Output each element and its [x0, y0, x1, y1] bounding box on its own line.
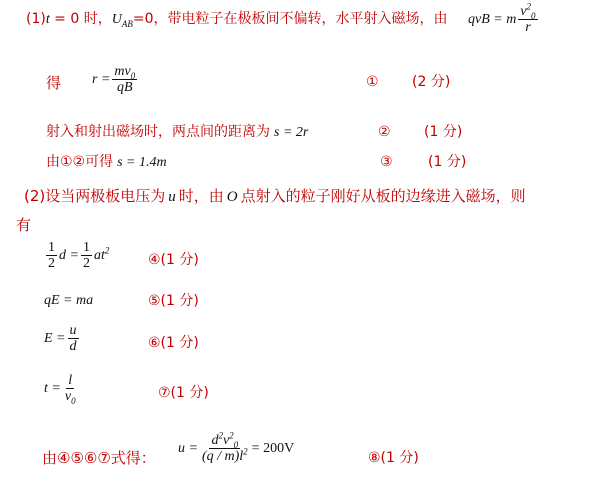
part1-label: (1): [26, 11, 46, 27]
score-2: (1 分): [424, 124, 463, 140]
lorentz-den: r: [525, 20, 531, 35]
lorentz-num: $v^2_0$: [520, 1, 536, 21]
score-6: ⑥(1 分): [148, 335, 199, 351]
part2-intro-cont: 有: [16, 216, 32, 234]
condition-text: =0，带电粒子在极板间不偏转，水平射入磁场，由: [132, 11, 448, 27]
final-formula: u = $\frac{d^2v^2_0}{(q / m)l^2}$ = 200V: [178, 430, 295, 464]
marker-2: ②: [378, 124, 391, 140]
lorentz-formula: [468, 1, 540, 35]
final-text: 由④⑤⑥⑦式得：: [42, 449, 156, 467]
lorentz-left: qvB = m: [468, 11, 517, 27]
marker-1: ①: [366, 74, 379, 90]
radius-den: qB: [117, 80, 133, 95]
part1-line3: 射入和射出磁场时，两点间的距离为 s = 2r: [46, 124, 309, 140]
score-5: ⑤(1 分): [148, 293, 199, 309]
score-7: ⑦(1 分): [158, 385, 209, 401]
equation-7: t = $\frac{l}{v_0}$: [44, 373, 76, 406]
t-zero-text: = 0 时，: [49, 11, 112, 27]
equation-4: $\frac{1}{2}$ d = $\frac{1}{2}$ $at^2$: [48, 240, 110, 271]
part1-line4: 由①②可得 s = 1.4m: [46, 154, 167, 170]
var-u: U: [111, 12, 122, 27]
distance-value: s = 1.4m: [117, 155, 167, 170]
var-u-sub: AB: [121, 18, 133, 29]
part1-line2-label: 得: [46, 74, 62, 92]
marker-3: ③: [380, 154, 393, 170]
var-t: t: [45, 12, 50, 27]
score-8: ⑧(1 分): [368, 450, 419, 466]
distance-formula: s = 2r: [274, 125, 309, 140]
radius-formula: r = $\frac{mv_0}{qB}$: [92, 64, 136, 95]
part2-intro: (2)设当两极板电压为 u 时，由 O 点射入的粒子刚好从板的边缘进入磁场，则: [24, 187, 526, 205]
part1-line1: [26, 10, 448, 29]
score-3: (1 分): [428, 154, 467, 170]
score-1: (2 分): [412, 74, 451, 90]
radius-num: $mv_0$: [114, 64, 136, 81]
equation-6: E = $\frac{u}{d}$: [44, 323, 77, 354]
equation-5: qE = ma: [44, 293, 94, 308]
score-4: ④(1 分): [148, 252, 199, 268]
